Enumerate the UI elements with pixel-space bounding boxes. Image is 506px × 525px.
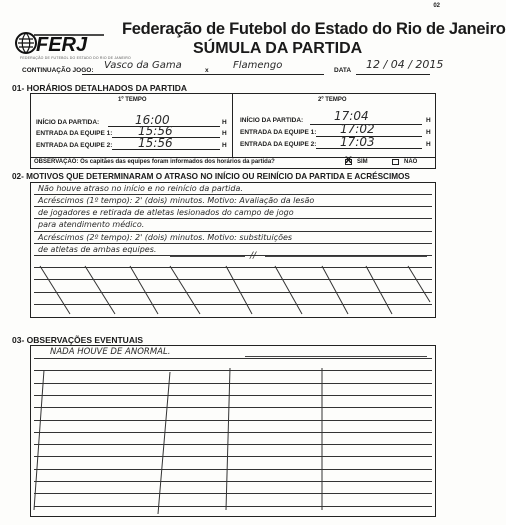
- section1-title: 01- HORÁRIOS DETALHADOS DA PARTIDA: [12, 83, 188, 93]
- fh-team1-label: ENTRADA DA EQUIPE 1:: [36, 130, 113, 137]
- date-label: DATA: [334, 67, 352, 74]
- no-label: NÃO: [404, 159, 418, 165]
- sh-start-unit: H: [426, 117, 431, 124]
- s2-line-2: Acréscimos (1º tempo): 2' (dois) minutos. Motivo: Avaliação da lesão: [38, 196, 315, 205]
- s3-line-1: NADA HOUVE DE ANORMAL.: [50, 347, 171, 357]
- s2-line-1: Não houve atraso no início e no reinício da partida.: [38, 184, 243, 193]
- yes-label: SIM: [357, 159, 368, 165]
- fh-team2-label: ENTRADA DA EQUIPE 2:: [36, 142, 113, 149]
- fh-team1-value: 15:56: [138, 124, 173, 138]
- s2-line-3: de jogadores e retirada de atletas lesionados do campo de jogo: [38, 208, 294, 217]
- captains-question: OBSERVAÇÃO: Os capitães das equipes foram informados dos horários da partida?: [34, 159, 275, 165]
- s2-end-mark: //: [250, 251, 257, 261]
- ferj-logo: [14, 30, 106, 56]
- continuation-line: [82, 74, 324, 75]
- sh-team1-label: ENTRADA DA EQUIPE 1:: [240, 129, 317, 136]
- section2-cancel-strokes: [30, 262, 436, 318]
- yes-check-mark: X: [345, 156, 352, 166]
- versus-separator: x: [205, 67, 209, 74]
- sumula-title: SÚMULA DA PARTIDA: [193, 40, 363, 57]
- times-obs-divider: [30, 157, 436, 158]
- page-number: 02: [433, 3, 440, 9]
- logo-tagline: FEDERAÇÃO DE FUTEBOL DO ESTADO DO RIO DE JANEIRO: [20, 56, 131, 60]
- continuation-label: CONTINUAÇÃO JOGO:: [22, 67, 94, 74]
- date-line: [356, 74, 430, 75]
- s3-rule: [34, 358, 432, 359]
- s2-strike-2: [265, 256, 427, 257]
- no-checkbox[interactable]: [392, 159, 399, 165]
- s2-line-5: Acréscimos (2º tempo): 2' (dois) minutos. Motivo: substituições: [38, 233, 293, 242]
- home-team: Vasco da Gama: [104, 60, 182, 71]
- fh-start-value: 16:00: [135, 113, 170, 127]
- fh-start-unit: H: [222, 119, 227, 126]
- sh-start-label: INÍCIO DA PARTIDA:: [240, 117, 304, 124]
- s2-line-6: de atletas de ambas equipes.: [38, 245, 157, 254]
- fh-team2-value: 15:56: [138, 136, 173, 150]
- fh-start-label: INÍCIO DA PARTIDA:: [36, 119, 100, 126]
- sh-start-value: 17:04: [334, 109, 369, 123]
- sh-team2-label: ENTRADA DA EQUIPE 2:: [240, 141, 317, 148]
- times-divider: [232, 93, 233, 157]
- s3-strike: [245, 356, 427, 357]
- section3-cancel-strokes: [30, 360, 436, 517]
- second-half-header: 2º TEMPO: [318, 97, 347, 103]
- fh-team2-unit: H: [222, 142, 227, 149]
- s2-line-4: para atendimento médico.: [38, 220, 145, 229]
- fh-team1-unit: H: [222, 130, 227, 137]
- section3-title: 03- OBSERVAÇÕES EVENTUAIS: [12, 335, 143, 345]
- sh-team2-value: 17:03: [340, 135, 375, 149]
- federation-title: Federação de Futebol do Estado do Rio de Janeiro: [122, 20, 506, 38]
- first-half-header: 1º TEMPO: [118, 97, 147, 103]
- s2-rule: [34, 194, 432, 195]
- s2-strike-1: [170, 256, 245, 257]
- s2-rule: [34, 243, 432, 244]
- sh-team1-value: 17:02: [340, 122, 375, 136]
- s2-rule: [34, 231, 432, 232]
- sh-team1-unit: H: [426, 129, 431, 136]
- date-value: 12 / 04 / 2015: [366, 58, 444, 71]
- away-team: Flamengo: [233, 60, 283, 71]
- svg-text:FERJ: FERJ: [36, 34, 88, 56]
- sh-team2-unit: H: [426, 141, 431, 148]
- section2-title: 02- MOTIVOS QUE DETERMINARAM O ATRASO NO INÍCIO OU REINÍCIO DA PARTIDA E ACRÉSCIMOS: [12, 172, 410, 181]
